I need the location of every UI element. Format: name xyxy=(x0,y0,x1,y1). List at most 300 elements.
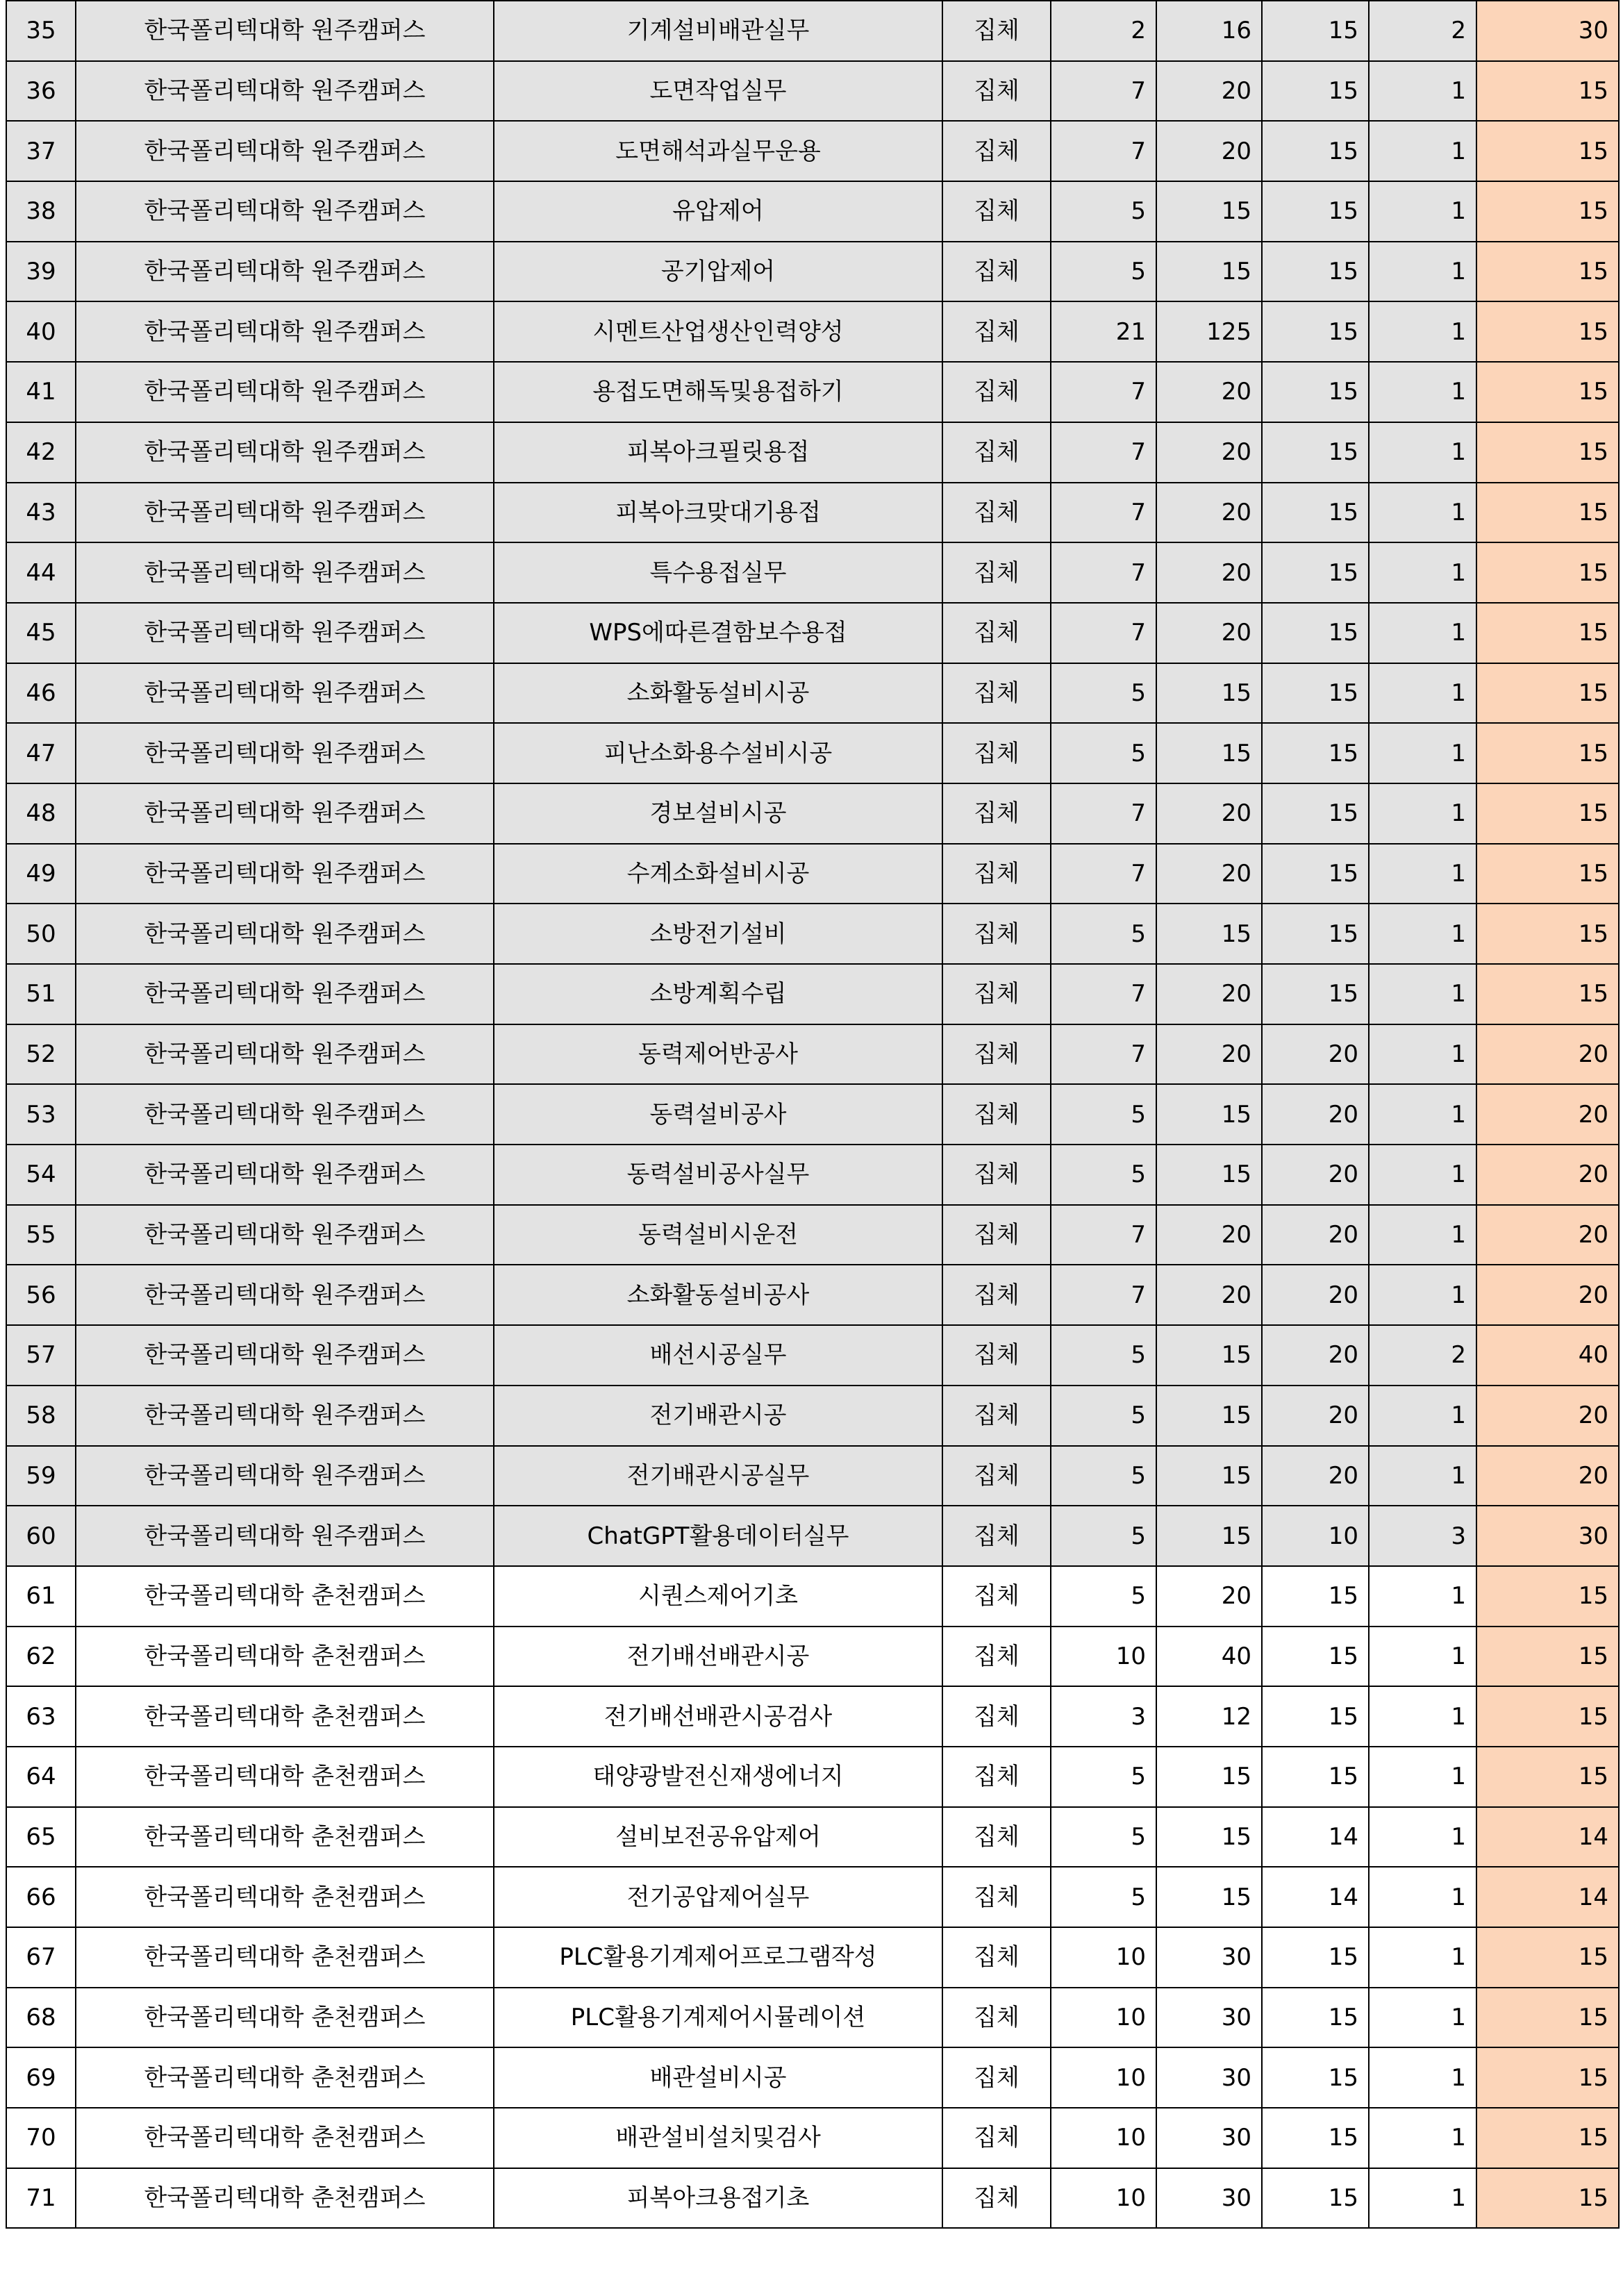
total-cell: 15 xyxy=(1476,1747,1619,1807)
total-cell: 30 xyxy=(1476,1506,1619,1566)
total-cell: 15 xyxy=(1476,362,1619,422)
institution-cell: 한국폴리텍대학 원주캠퍼스 xyxy=(76,1,494,61)
row-number-cell: 52 xyxy=(6,1024,76,1085)
value-col2-cell: 15 xyxy=(1156,1446,1262,1506)
institution-cell: 한국폴리텍대학 춘천캠퍼스 xyxy=(76,2108,494,2168)
value-col1-cell: 7 xyxy=(1051,783,1156,844)
institution-cell: 한국폴리텍대학 원주캠퍼스 xyxy=(76,422,494,483)
row-number-cell: 65 xyxy=(6,1807,76,1867)
table-row xyxy=(6,1,1619,61)
value-col4-cell: 1 xyxy=(1369,301,1476,362)
row-number-cell: 59 xyxy=(6,1446,76,1506)
value-col1-cell: 5 xyxy=(1051,1446,1156,1506)
institution-cell: 한국폴리텍대학 원주캠퍼스 xyxy=(76,1325,494,1386)
training-type-cell: 집체 xyxy=(942,783,1051,844)
value-col1-cell: 5 xyxy=(1051,1867,1156,1927)
row-number-cell: 69 xyxy=(6,2047,76,2108)
value-col3-cell: 10 xyxy=(1262,1506,1369,1566)
value-col2-cell: 30 xyxy=(1156,2168,1262,2229)
value-col4-cell: 1 xyxy=(1369,2047,1476,2108)
row-number-cell: 58 xyxy=(6,1386,76,1446)
value-col1-cell: 7 xyxy=(1051,422,1156,483)
total-cell: 15 xyxy=(1476,1627,1619,1687)
value-col1-cell: 7 xyxy=(1051,1024,1156,1085)
value-col1-cell: 7 xyxy=(1051,61,1156,122)
value-col1-cell: 10 xyxy=(1051,2108,1156,2168)
value-col2-cell: 16 xyxy=(1156,1,1262,61)
total-cell: 15 xyxy=(1476,1686,1619,1747)
value-col2-cell: 20 xyxy=(1156,422,1262,483)
training-type-cell: 집체 xyxy=(942,181,1051,242)
table-row xyxy=(6,2108,1619,2168)
total-cell: 15 xyxy=(1476,1566,1619,1627)
training-type-cell: 집체 xyxy=(942,1,1051,61)
institution-cell: 한국폴리텍대학 춘천캠퍼스 xyxy=(76,1807,494,1867)
course-name-cell: 전기배선배관시공 xyxy=(494,1627,942,1687)
value-col2-cell: 15 xyxy=(1156,1084,1262,1145)
course-name-cell: 동력설비공사 xyxy=(494,1084,942,1145)
training-type-cell: 집체 xyxy=(942,2108,1051,2168)
value-col2-cell: 15 xyxy=(1156,1386,1262,1446)
row-number-cell: 47 xyxy=(6,723,76,783)
value-col3-cell: 15 xyxy=(1262,1927,1369,1988)
total-cell: 15 xyxy=(1476,2168,1619,2229)
value-col4-cell: 1 xyxy=(1369,904,1476,964)
training-type-cell: 집체 xyxy=(942,121,1051,181)
row-number-cell: 48 xyxy=(6,783,76,844)
training-type-cell: 집체 xyxy=(942,61,1051,122)
table-row xyxy=(6,1686,1619,1747)
value-col1-cell: 7 xyxy=(1051,844,1156,904)
total-cell: 15 xyxy=(1476,121,1619,181)
table-row xyxy=(6,301,1619,362)
total-cell: 15 xyxy=(1476,422,1619,483)
training-type-cell: 집체 xyxy=(942,723,1051,783)
value-col1-cell: 5 xyxy=(1051,663,1156,724)
value-col1-cell: 5 xyxy=(1051,1566,1156,1627)
training-type-cell: 집체 xyxy=(942,483,1051,543)
value-col2-cell: 20 xyxy=(1156,1205,1262,1265)
value-col1-cell: 10 xyxy=(1051,2168,1156,2229)
value-col4-cell: 1 xyxy=(1369,1386,1476,1446)
row-number-cell: 43 xyxy=(6,483,76,543)
training-type-cell: 집체 xyxy=(942,1747,1051,1807)
value-col1-cell: 10 xyxy=(1051,1627,1156,1687)
course-name-cell: ChatGPT활용데이터실무 xyxy=(494,1506,942,1566)
course-name-cell: 도면작업실무 xyxy=(494,61,942,122)
course-name-cell: 수계소화설비시공 xyxy=(494,844,942,904)
value-col3-cell: 15 xyxy=(1262,663,1369,724)
value-col3-cell: 20 xyxy=(1262,1024,1369,1085)
table-row xyxy=(6,1627,1619,1687)
institution-cell: 한국폴리텍대학 원주캠퍼스 xyxy=(76,1446,494,1506)
value-col3-cell: 15 xyxy=(1262,422,1369,483)
institution-cell: 한국폴리텍대학 원주캠퍼스 xyxy=(76,1205,494,1265)
value-col4-cell: 1 xyxy=(1369,663,1476,724)
value-col4-cell: 1 xyxy=(1369,1024,1476,1085)
value-col1-cell: 7 xyxy=(1051,483,1156,543)
course-name-cell: 배관설비시공 xyxy=(494,2047,942,2108)
training-type-cell: 집체 xyxy=(942,1867,1051,1927)
total-cell: 20 xyxy=(1476,1024,1619,1085)
institution-cell: 한국폴리텍대학 춘천캠퍼스 xyxy=(76,2168,494,2229)
row-number-cell: 56 xyxy=(6,1265,76,1325)
value-col2-cell: 15 xyxy=(1156,1807,1262,1867)
row-number-cell: 40 xyxy=(6,301,76,362)
value-col3-cell: 15 xyxy=(1262,61,1369,122)
course-name-cell: 전기배관시공 xyxy=(494,1386,942,1446)
table-row xyxy=(6,783,1619,844)
course-table xyxy=(6,0,1620,2229)
row-number-cell: 60 xyxy=(6,1506,76,1566)
training-type-cell: 집체 xyxy=(942,1325,1051,1386)
course-name-cell: 피복아크필릿용접 xyxy=(494,422,942,483)
value-col4-cell: 1 xyxy=(1369,1807,1476,1867)
value-col2-cell: 15 xyxy=(1156,663,1262,724)
total-cell: 15 xyxy=(1476,2047,1619,2108)
row-number-cell: 35 xyxy=(6,1,76,61)
value-col4-cell: 1 xyxy=(1369,1927,1476,1988)
institution-cell: 한국폴리텍대학 원주캠퍼스 xyxy=(76,301,494,362)
table-row xyxy=(6,1386,1619,1446)
value-col3-cell: 15 xyxy=(1262,2047,1369,2108)
value-col3-cell: 14 xyxy=(1262,1807,1369,1867)
training-type-cell: 집체 xyxy=(942,301,1051,362)
total-cell: 15 xyxy=(1476,964,1619,1024)
total-cell: 15 xyxy=(1476,844,1619,904)
training-type-cell: 집체 xyxy=(942,904,1051,964)
value-col2-cell: 20 xyxy=(1156,362,1262,422)
value-col2-cell: 20 xyxy=(1156,121,1262,181)
value-col1-cell: 5 xyxy=(1051,1084,1156,1145)
value-col2-cell: 12 xyxy=(1156,1686,1262,1747)
value-col2-cell: 20 xyxy=(1156,61,1262,122)
value-col2-cell: 40 xyxy=(1156,1627,1262,1687)
training-type-cell: 집체 xyxy=(942,422,1051,483)
total-cell: 15 xyxy=(1476,2108,1619,2168)
total-cell: 15 xyxy=(1476,603,1619,663)
institution-cell: 한국폴리텍대학 원주캠퍼스 xyxy=(76,723,494,783)
training-type-cell: 집체 xyxy=(942,964,1051,1024)
course-name-cell: 소화활동설비시공 xyxy=(494,663,942,724)
institution-cell: 한국폴리텍대학 원주캠퍼스 xyxy=(76,181,494,242)
value-col3-cell: 20 xyxy=(1262,1446,1369,1506)
total-cell: 15 xyxy=(1476,1927,1619,1988)
total-cell: 15 xyxy=(1476,904,1619,964)
row-number-cell: 53 xyxy=(6,1084,76,1145)
course-name-cell: 용접도면해독및용접하기 xyxy=(494,362,942,422)
table-row xyxy=(6,844,1619,904)
row-number-cell: 64 xyxy=(6,1747,76,1807)
table-row xyxy=(6,61,1619,122)
value-col4-cell: 1 xyxy=(1369,1566,1476,1627)
value-col4-cell: 1 xyxy=(1369,1205,1476,1265)
total-cell: 15 xyxy=(1476,663,1619,724)
row-number-cell: 51 xyxy=(6,964,76,1024)
value-col3-cell: 15 xyxy=(1262,783,1369,844)
training-type-cell: 집체 xyxy=(942,844,1051,904)
total-cell: 15 xyxy=(1476,1988,1619,2048)
institution-cell: 한국폴리텍대학 원주캠퍼스 xyxy=(76,1506,494,1566)
table-row xyxy=(6,1265,1619,1325)
training-type-cell: 집체 xyxy=(942,1566,1051,1627)
row-number-cell: 45 xyxy=(6,603,76,663)
course-name-cell: 공기압제어 xyxy=(494,242,942,302)
value-col4-cell: 1 xyxy=(1369,542,1476,603)
table-row xyxy=(6,1566,1619,1627)
table-row xyxy=(6,1024,1619,1085)
value-col1-cell: 21 xyxy=(1051,301,1156,362)
row-number-cell: 38 xyxy=(6,181,76,242)
table-row xyxy=(6,1325,1619,1386)
value-col2-cell: 15 xyxy=(1156,1506,1262,1566)
value-col4-cell: 2 xyxy=(1369,1,1476,61)
course-name-cell: 동력설비공사실무 xyxy=(494,1145,942,1205)
training-type-cell: 집체 xyxy=(942,542,1051,603)
total-cell: 15 xyxy=(1476,542,1619,603)
value-col3-cell: 15 xyxy=(1262,1988,1369,2048)
table-row xyxy=(6,1927,1619,1988)
course-name-cell: 전기공압제어실무 xyxy=(494,1867,942,1927)
table-row xyxy=(6,1145,1619,1205)
institution-cell: 한국폴리텍대학 춘천캠퍼스 xyxy=(76,1988,494,2048)
value-col4-cell: 1 xyxy=(1369,844,1476,904)
value-col3-cell: 15 xyxy=(1262,1566,1369,1627)
institution-cell: 한국폴리텍대학 춘천캠퍼스 xyxy=(76,1747,494,1807)
value-col1-cell: 5 xyxy=(1051,181,1156,242)
training-type-cell: 집체 xyxy=(942,1145,1051,1205)
value-col3-cell: 15 xyxy=(1262,483,1369,543)
value-col2-cell: 20 xyxy=(1156,542,1262,603)
institution-cell: 한국폴리텍대학 원주캠퍼스 xyxy=(76,904,494,964)
course-name-cell: 유압제어 xyxy=(494,181,942,242)
value-col3-cell: 20 xyxy=(1262,1265,1369,1325)
value-col3-cell: 20 xyxy=(1262,1386,1369,1446)
value-col3-cell: 15 xyxy=(1262,242,1369,302)
table-row xyxy=(6,483,1619,543)
course-name-cell: 동력제어반공사 xyxy=(494,1024,942,1085)
value-col3-cell: 15 xyxy=(1262,723,1369,783)
institution-cell: 한국폴리텍대학 원주캠퍼스 xyxy=(76,1084,494,1145)
value-col2-cell: 15 xyxy=(1156,181,1262,242)
value-col3-cell: 15 xyxy=(1262,603,1369,663)
institution-cell: 한국폴리텍대학 춘천캠퍼스 xyxy=(76,2047,494,2108)
total-cell: 15 xyxy=(1476,783,1619,844)
table-row xyxy=(6,2168,1619,2229)
institution-cell: 한국폴리텍대학 원주캠퍼스 xyxy=(76,242,494,302)
total-cell: 20 xyxy=(1476,1265,1619,1325)
row-number-cell: 68 xyxy=(6,1988,76,2048)
value-col1-cell: 5 xyxy=(1051,904,1156,964)
training-type-cell: 집체 xyxy=(942,2168,1051,2229)
course-name-cell: WPS에따른결함보수용접 xyxy=(494,603,942,663)
value-col1-cell: 5 xyxy=(1051,1807,1156,1867)
row-number-cell: 63 xyxy=(6,1686,76,1747)
institution-cell: 한국폴리텍대학 춘천캠퍼스 xyxy=(76,1566,494,1627)
total-cell: 30 xyxy=(1476,1,1619,61)
row-number-cell: 37 xyxy=(6,121,76,181)
training-type-cell: 집체 xyxy=(942,1988,1051,2048)
course-name-cell: 시멘트산업생산인력양성 xyxy=(494,301,942,362)
value-col1-cell: 5 xyxy=(1051,723,1156,783)
table-row xyxy=(6,422,1619,483)
table-row xyxy=(6,121,1619,181)
value-col4-cell: 1 xyxy=(1369,723,1476,783)
course-name-cell: 전기배선배관시공검사 xyxy=(494,1686,942,1747)
institution-cell: 한국폴리텍대학 원주캠퍼스 xyxy=(76,1024,494,1085)
table-row xyxy=(6,1988,1619,2048)
row-number-cell: 41 xyxy=(6,362,76,422)
value-col3-cell: 15 xyxy=(1262,2168,1369,2229)
training-type-cell: 집체 xyxy=(942,1686,1051,1747)
institution-cell: 한국폴리텍대학 원주캠퍼스 xyxy=(76,844,494,904)
course-name-cell: 피복아크용접기초 xyxy=(494,2168,942,2229)
value-col1-cell: 7 xyxy=(1051,1205,1156,1265)
total-cell: 15 xyxy=(1476,723,1619,783)
training-type-cell: 집체 xyxy=(942,2047,1051,2108)
training-type-cell: 집체 xyxy=(942,242,1051,302)
course-name-cell: 소방전기설비 xyxy=(494,904,942,964)
training-type-cell: 집체 xyxy=(942,663,1051,724)
table-row xyxy=(6,1084,1619,1145)
table-row xyxy=(6,362,1619,422)
total-cell: 20 xyxy=(1476,1205,1619,1265)
value-col2-cell: 15 xyxy=(1156,1867,1262,1927)
value-col4-cell: 2 xyxy=(1369,1325,1476,1386)
institution-cell: 한국폴리텍대학 원주캠퍼스 xyxy=(76,1265,494,1325)
institution-cell: 한국폴리텍대학 춘천캠퍼스 xyxy=(76,1686,494,1747)
row-number-cell: 66 xyxy=(6,1867,76,1927)
value-col2-cell: 15 xyxy=(1156,1325,1262,1386)
training-type-cell: 집체 xyxy=(942,1084,1051,1145)
institution-cell: 한국폴리텍대학 원주캠퍼스 xyxy=(76,783,494,844)
value-col3-cell: 15 xyxy=(1262,1686,1369,1747)
value-col4-cell: 1 xyxy=(1369,1988,1476,2048)
training-type-cell: 집체 xyxy=(942,1506,1051,1566)
total-cell: 15 xyxy=(1476,301,1619,362)
value-col2-cell: 20 xyxy=(1156,483,1262,543)
table-row xyxy=(6,1506,1619,1566)
course-name-cell: 경보설비시공 xyxy=(494,783,942,844)
value-col4-cell: 1 xyxy=(1369,242,1476,302)
institution-cell: 한국폴리텍대학 원주캠퍼스 xyxy=(76,1145,494,1205)
row-number-cell: 42 xyxy=(6,422,76,483)
table-row xyxy=(6,904,1619,964)
course-name-cell: 기계설비배관실무 xyxy=(494,1,942,61)
total-cell: 20 xyxy=(1476,1446,1619,1506)
institution-cell: 한국폴리텍대학 춘천캠퍼스 xyxy=(76,1927,494,1988)
institution-cell: 한국폴리텍대학 춘천캠퍼스 xyxy=(76,1627,494,1687)
training-type-cell: 집체 xyxy=(942,1265,1051,1325)
table-row xyxy=(6,542,1619,603)
row-number-cell: 36 xyxy=(6,61,76,122)
value-col1-cell: 7 xyxy=(1051,362,1156,422)
value-col4-cell: 1 xyxy=(1369,1747,1476,1807)
course-name-cell: 피복아크맞대기용접 xyxy=(494,483,942,543)
course-name-cell: 전기배관시공실무 xyxy=(494,1446,942,1506)
total-cell: 40 xyxy=(1476,1325,1619,1386)
course-name-cell: 배선시공실무 xyxy=(494,1325,942,1386)
value-col2-cell: 20 xyxy=(1156,1265,1262,1325)
table-row xyxy=(6,964,1619,1024)
value-col2-cell: 30 xyxy=(1156,1988,1262,2048)
table-row xyxy=(6,603,1619,663)
value-col4-cell: 1 xyxy=(1369,61,1476,122)
course-name-cell: 특수용접실무 xyxy=(494,542,942,603)
course-name-cell: 도면해석과실무운용 xyxy=(494,121,942,181)
value-col2-cell: 125 xyxy=(1156,301,1262,362)
institution-cell: 한국폴리텍대학 원주캠퍼스 xyxy=(76,483,494,543)
table-row xyxy=(6,1446,1619,1506)
row-number-cell: 44 xyxy=(6,542,76,603)
institution-cell: 한국폴리텍대학 원주캠퍼스 xyxy=(76,663,494,724)
institution-cell: 한국폴리텍대학 원주캠퍼스 xyxy=(76,121,494,181)
value-col2-cell: 20 xyxy=(1156,783,1262,844)
total-cell: 15 xyxy=(1476,61,1619,122)
value-col3-cell: 15 xyxy=(1262,121,1369,181)
institution-cell: 한국폴리텍대학 원주캠퍼스 xyxy=(76,362,494,422)
value-col4-cell: 1 xyxy=(1369,362,1476,422)
value-col1-cell: 7 xyxy=(1051,542,1156,603)
value-col2-cell: 20 xyxy=(1156,964,1262,1024)
value-col4-cell: 3 xyxy=(1369,1506,1476,1566)
course-name-cell: PLC활용기계제어프로그램작성 xyxy=(494,1927,942,1988)
value-col3-cell: 15 xyxy=(1262,362,1369,422)
value-col4-cell: 1 xyxy=(1369,1627,1476,1687)
value-col2-cell: 15 xyxy=(1156,904,1262,964)
course-name-cell: 설비보전공유압제어 xyxy=(494,1807,942,1867)
course-name-cell: 동력설비시운전 xyxy=(494,1205,942,1265)
table-row xyxy=(6,723,1619,783)
value-col4-cell: 1 xyxy=(1369,121,1476,181)
value-col1-cell: 7 xyxy=(1051,603,1156,663)
course-name-cell: 소화활동설비공사 xyxy=(494,1265,942,1325)
value-col1-cell: 10 xyxy=(1051,1927,1156,1988)
table-body xyxy=(6,1,1619,2228)
table-row xyxy=(6,1867,1619,1927)
institution-cell: 한국폴리텍대학 원주캠퍼스 xyxy=(76,542,494,603)
value-col3-cell: 15 xyxy=(1262,181,1369,242)
row-number-cell: 61 xyxy=(6,1566,76,1627)
row-number-cell: 46 xyxy=(6,663,76,724)
value-col4-cell: 1 xyxy=(1369,1867,1476,1927)
table-row xyxy=(6,1205,1619,1265)
value-col1-cell: 5 xyxy=(1051,1747,1156,1807)
value-col3-cell: 15 xyxy=(1262,542,1369,603)
row-number-cell: 70 xyxy=(6,2108,76,2168)
value-col3-cell: 15 xyxy=(1262,2108,1369,2168)
total-cell: 15 xyxy=(1476,483,1619,543)
table-row xyxy=(6,242,1619,302)
value-col4-cell: 1 xyxy=(1369,1446,1476,1506)
row-number-cell: 54 xyxy=(6,1145,76,1205)
value-col4-cell: 1 xyxy=(1369,964,1476,1024)
value-col2-cell: 15 xyxy=(1156,242,1262,302)
training-type-cell: 집체 xyxy=(942,1024,1051,1085)
course-name-cell: 배관설비설치및검사 xyxy=(494,2108,942,2168)
value-col2-cell: 15 xyxy=(1156,1747,1262,1807)
course-name-cell: 태양광발전신재생에너지 xyxy=(494,1747,942,1807)
institution-cell: 한국폴리텍대학 원주캠퍼스 xyxy=(76,603,494,663)
value-col2-cell: 30 xyxy=(1156,2047,1262,2108)
course-name-cell: PLC활용기계제어시뮬레이션 xyxy=(494,1988,942,2048)
value-col4-cell: 1 xyxy=(1369,1265,1476,1325)
value-col3-cell: 20 xyxy=(1262,1145,1369,1205)
training-type-cell: 집체 xyxy=(942,603,1051,663)
table-row xyxy=(6,181,1619,242)
training-type-cell: 집체 xyxy=(942,1446,1051,1506)
table-row xyxy=(6,663,1619,724)
